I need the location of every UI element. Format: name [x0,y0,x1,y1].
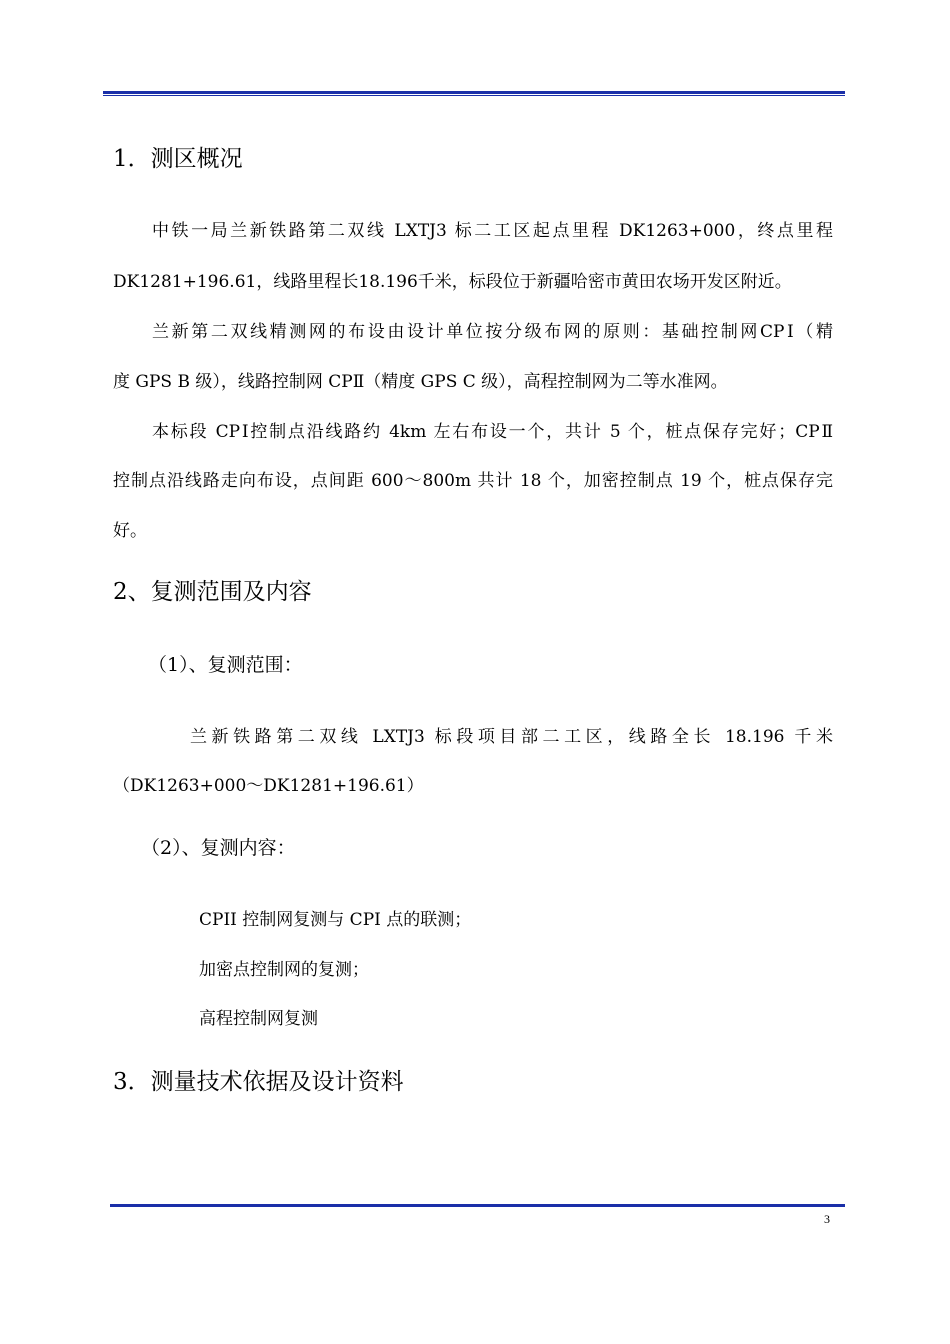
section-1-heading: 1．测区概况 [113,146,243,172]
section-2-heading: 2、复测范围及内容 [113,579,312,605]
section-1-paragraph-3-line-3: 好。 [113,521,147,541]
section-3-heading: 3．测量技术依据及设计资料 [113,1069,404,1095]
footer-rule [110,1204,845,1207]
section-1-paragraph-3-line-2: 控制点沿线路走向布设，点间距 600～800m 共计 18 个，加密控制点 19 个，桩点保存完 [113,471,833,491]
section-1-paragraph-1-line-2: DK1281+196.61，线路里程长18.196千米，标段位于新疆哈密市黄田农场开发区附近。 [113,272,792,292]
section-1-paragraph-3-line-1: 本标段 CPⅠ控制点沿线路约 4km 左右布设一个，共计 5 个，桩点保存完好；CPⅡ [152,422,833,442]
subsection-2-heading: （2）、复测内容： [141,837,296,859]
section-1-paragraph-1-line-1: 中铁一局兰新铁路第二双线 LXTJ3 标二工区起点里程 DK1263+000，终点里程 [152,221,833,241]
subsection-1-line-1: 兰新铁路第二双线 LXTJ3 标段项目部二工区，线路全长 18.196 千米 [190,727,833,747]
page-number: 3 [824,1212,830,1226]
header-rule [103,91,845,96]
section-1-paragraph-2-line-2: 度 GPS B 级），线路控制网 CPⅡ（精度 GPS C 级），高程控制网为二等水准网。 [113,372,728,392]
content-item: CPII 控制网复测与 CPI 点的联测； [199,910,472,930]
subsection-1-heading: （1）、复测范围： [148,654,303,676]
content-item: 高程控制网复测 [199,1009,318,1029]
section-1-paragraph-2-line-1: 兰新第二双线精测网的布设由设计单位按分级布网的原则：基础控制网CPⅠ（精 [152,322,833,342]
content-item: 加密点控制网的复测； [199,960,369,980]
subsection-1-line-2: （DK1263+000～DK1281+196.61） [113,776,424,796]
